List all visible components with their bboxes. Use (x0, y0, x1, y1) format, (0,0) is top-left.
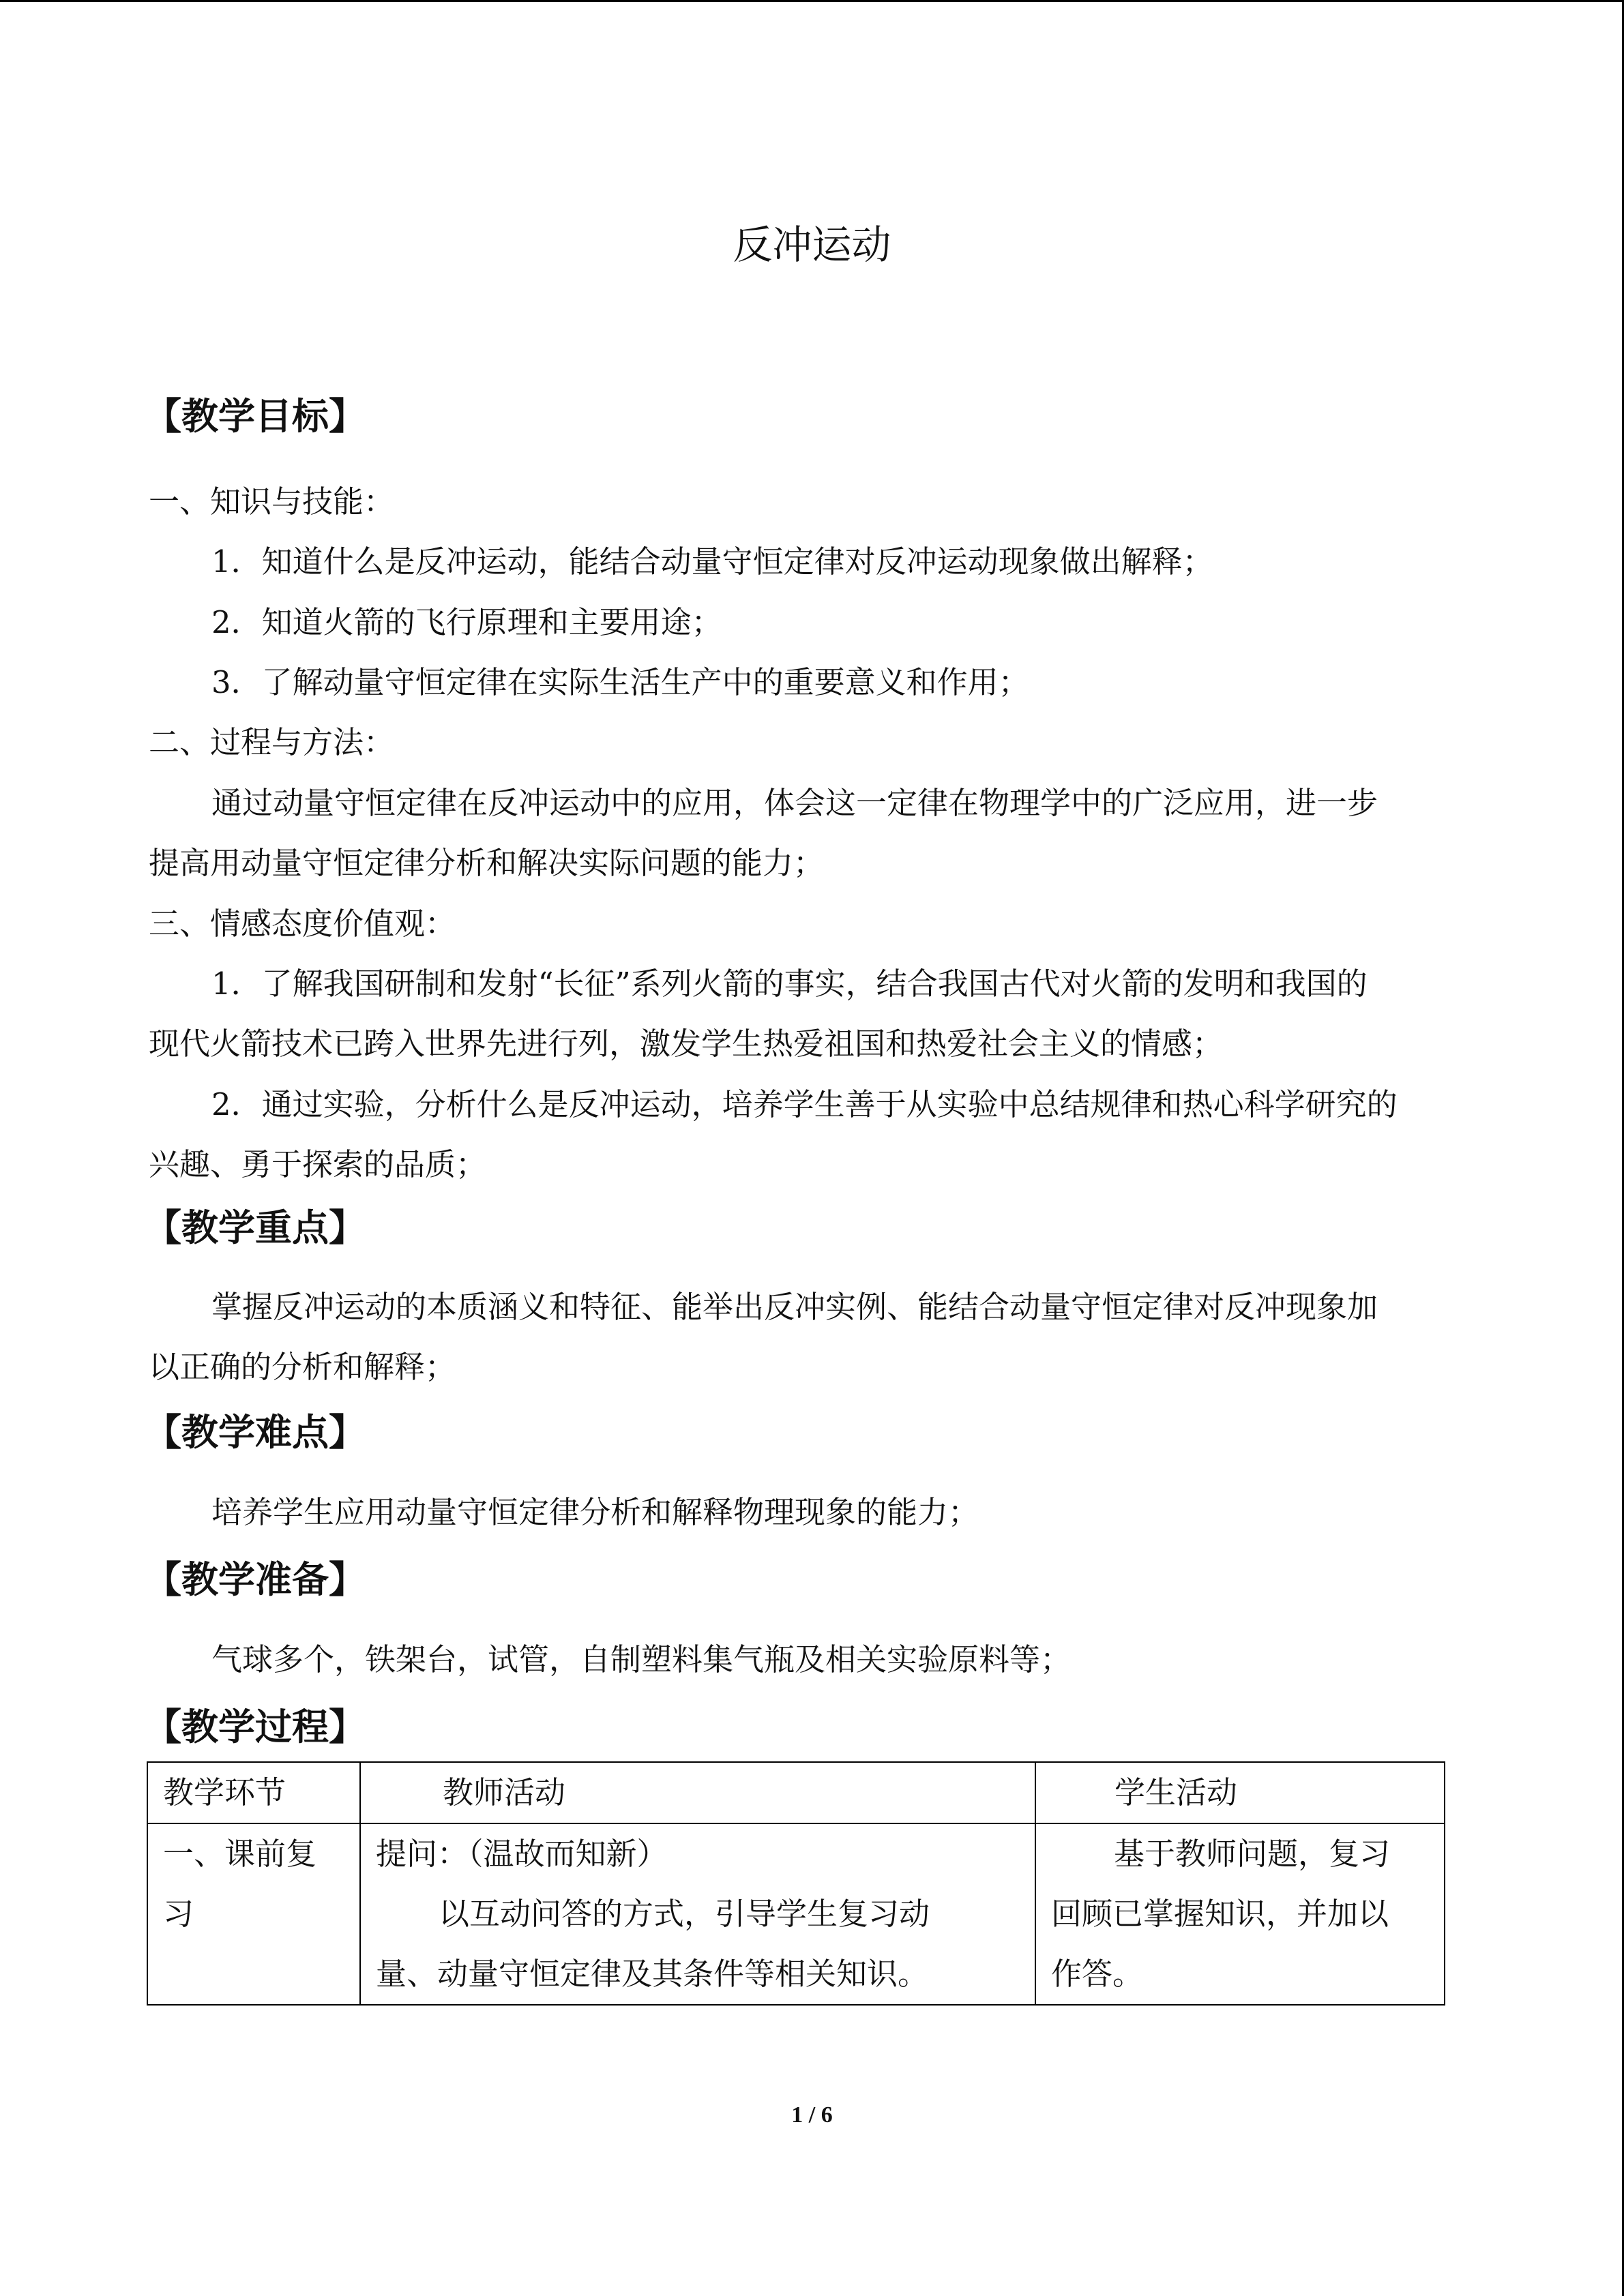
table-header-teacher: 教师活动 (360, 1762, 1035, 1823)
goals-part3-item2-line1: 2．通过实验，分析什么是反冲运动，培养学生善于从实验中总结规律和热心科学研究的 (211, 1086, 1398, 1122)
table-header-student: 学生活动 (1035, 1762, 1445, 1823)
table-header-row (147, 1762, 1445, 1823)
heading-process: 【教学过程】 (145, 1705, 366, 1748)
page-number: 1 / 6 (791, 2102, 833, 2128)
difficulties-line1: 培养学生应用动量守恒定律分析和解释物理现象的能力； (211, 1494, 979, 1530)
heading-goals: 【教学目标】 (145, 395, 366, 438)
table-header-stage: 教学环节 (147, 1762, 360, 1823)
goals-part3-item1-line2: 现代火箭技术已跨入世界先进行列，激发学生热爱祖国和热爱社会主义的情感； (149, 1026, 1224, 1062)
teacher-line1: 提问：（温故而知新） (376, 1836, 668, 1872)
goals-part2-line2: 提高用动量守恒定律分析和解决实际问题的能力； (149, 845, 825, 881)
goals-part3-label: 三、情感态度价值观： (149, 906, 456, 942)
heading-key-points: 【教学重点】 (145, 1206, 366, 1249)
process-table (147, 1761, 1445, 2006)
table-cell-teacher (360, 1823, 1035, 2005)
goals-part2-label: 二、过程与方法： (149, 724, 395, 760)
teacher-line2: 以互动问答的方式，引导学生复习动 (439, 1896, 930, 1932)
goals-part3-item1-line1: 1．了解我国研制和发射“长征”系列火箭的事实，结合我国古代对火箭的发明和我国的 (211, 966, 1368, 1002)
page-title: 反冲运动 (733, 222, 891, 268)
top-border (0, 0, 1624, 2)
student-line1: 基于教师问题，复习 (1114, 1836, 1391, 1872)
table-row (147, 1823, 1445, 2005)
heading-difficulties: 【教学难点】 (145, 1411, 366, 1454)
preparation-line1: 气球多个，铁架台，试管，自制塑料集气瓶及相关实验原料等； (211, 1641, 1072, 1678)
teacher-line3: 量、动量守恒定律及其条件等相关知识。 (376, 1956, 929, 1992)
key-points-line1: 掌握反冲运动的本质涵义和特征、能举出反冲实例、能结合动量守恒定律对反冲现象加 (211, 1289, 1378, 1325)
goals-part1-item-3: 3．了解动量守恒定律在实际生活生产中的重要意义和作用； (211, 664, 1029, 700)
stage-line1: 一、课前复 (163, 1836, 317, 1872)
stage-line2: 习 (163, 1896, 194, 1932)
student-line3: 作答。 (1051, 1956, 1144, 1992)
table-cell-student (1035, 1823, 1445, 2005)
goals-part1-label: 一、知识与技能： (149, 483, 395, 520)
goals-part3-item2-line2: 兴趣、勇于探索的品质； (149, 1146, 487, 1182)
key-points-line2: 以正确的分析和解释； (149, 1349, 456, 1385)
goals-part2-line1: 通过动量守恒定律在反冲运动中的应用，体会这一定律在物理学中的广泛应用，进一步 (211, 785, 1378, 821)
table-cell-stage (147, 1823, 360, 2005)
heading-preparation: 【教学准备】 (145, 1558, 366, 1601)
goals-part1-item-1: 1．知道什么是反冲运动，能结合动量守恒定律对反冲运动现象做出解释； (211, 543, 1213, 580)
student-line2: 回顾已掌握知识，并加以 (1051, 1896, 1389, 1932)
goals-part1-item-2: 2．知道火箭的飞行原理和主要用途； (211, 604, 722, 640)
